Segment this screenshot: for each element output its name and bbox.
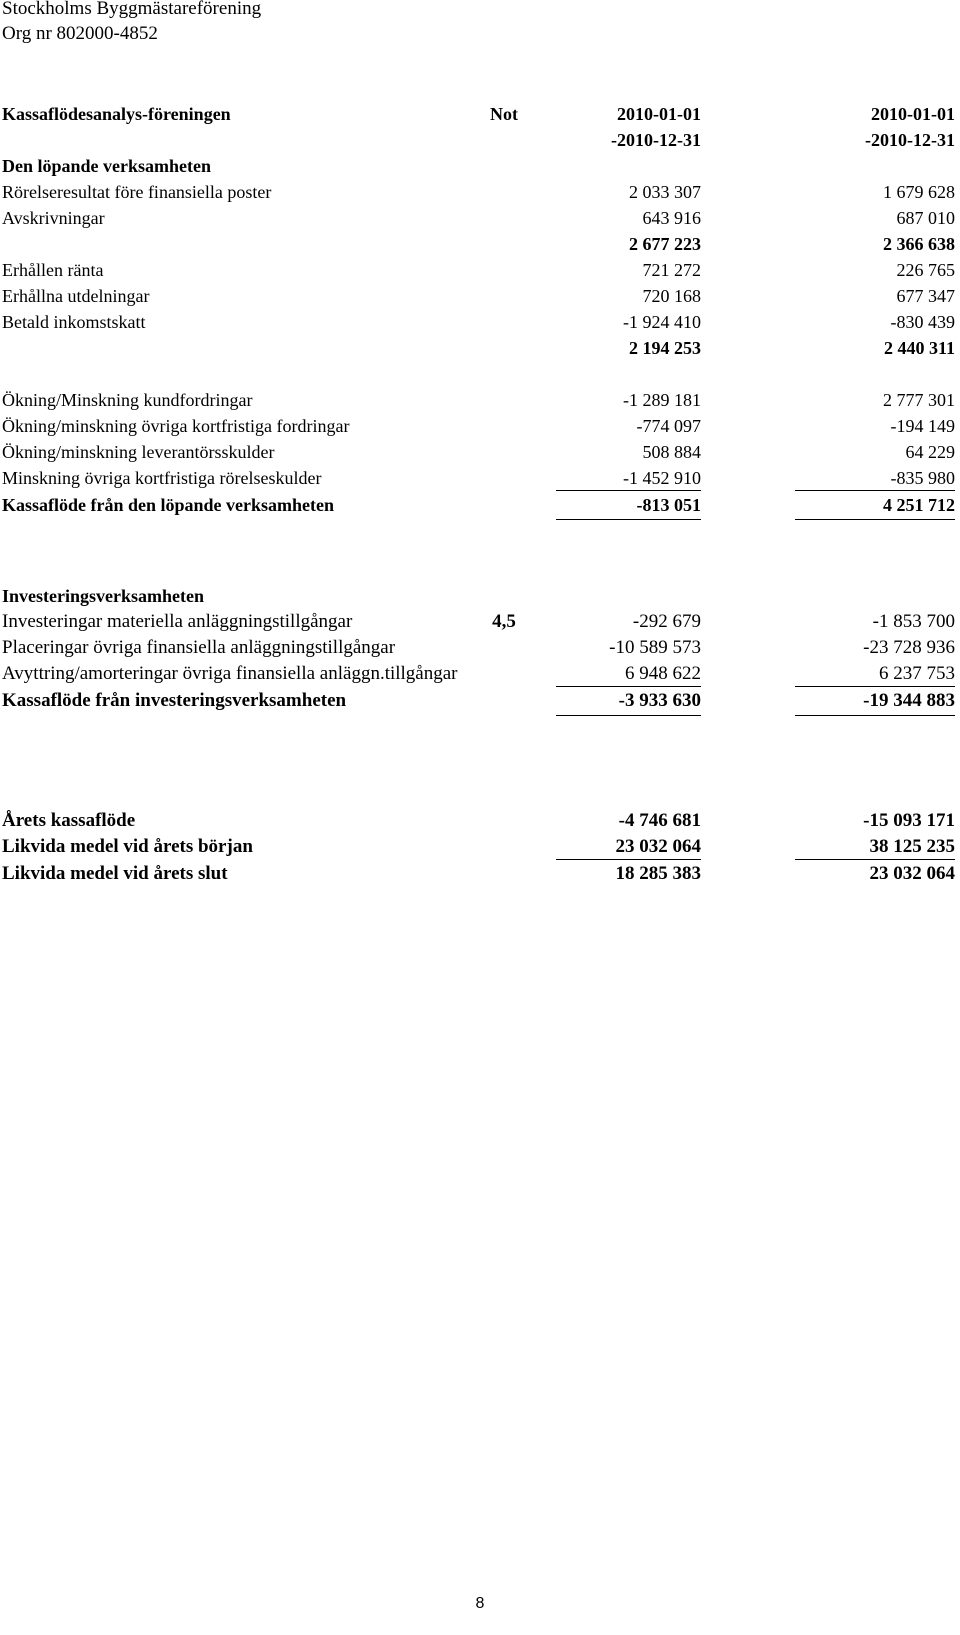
row-value-current: 2 677 223 (629, 234, 701, 254)
row-value-current: -1 924 410 (623, 312, 701, 332)
underline-rule (556, 686, 701, 687)
period-prior-header-end: -2010-12-31 (865, 130, 955, 150)
period-prior-header-start: 2010-01-01 (871, 104, 955, 124)
row-value-current: 23 032 064 (615, 836, 701, 857)
row-label: Erhållna utdelningar (2, 286, 150, 306)
row-value-prior: -1 853 700 (872, 611, 955, 632)
underline-rule (795, 859, 955, 860)
row-value-prior: -19 344 883 (863, 690, 955, 711)
row-label: Ökning/minskning övriga kortfristiga fordringar (2, 416, 350, 436)
row-label: Investeringsverksamheten (2, 586, 204, 606)
row-value-current: -813 051 (636, 495, 701, 515)
row-value-prior: 38 125 235 (869, 836, 955, 857)
page-number: 8 (475, 1595, 485, 1612)
table-row (0, 309, 960, 335)
row-value-current: -3 933 630 (618, 690, 701, 711)
organization-number: Org nr 802000-4852 (2, 23, 158, 44)
row-value-current: -1 289 181 (623, 390, 701, 410)
row-value-prior: -23 728 936 (863, 637, 955, 658)
row-value-current: -4 746 681 (618, 810, 701, 831)
row-label: Den löpande verksamheten (2, 156, 212, 176)
row-label: Kassaflöde från den löpande verksamheten (2, 495, 335, 515)
row-label: Kassaflöde från investeringsverksamheten (2, 690, 347, 711)
subtotal-row (0, 335, 960, 361)
row-value-prior: -835 980 (890, 468, 955, 488)
row-value-prior: 6 237 753 (879, 663, 955, 684)
row-value-prior: -194 149 (890, 416, 955, 436)
row-value-current: 6 948 622 (625, 663, 701, 684)
table-row (0, 387, 960, 413)
row-label: Erhållen ränta (2, 260, 104, 280)
underline-rule (556, 519, 701, 520)
table-row (0, 661, 960, 687)
row-value-current: 2 194 253 (629, 338, 701, 358)
table-row (0, 465, 960, 491)
row-value-current: -774 097 (636, 416, 701, 436)
row-value-prior: 2 366 638 (883, 234, 955, 254)
organization-name: Stockholms Byggmästareförening (2, 0, 262, 19)
row-value-prior: 4 251 712 (883, 495, 955, 515)
table-title: Kassaflödesanalys-föreningen (2, 104, 231, 124)
row-label: Likvida medel vid årets början (2, 836, 253, 857)
total-row-closing-cash (0, 861, 960, 887)
total-row-investing (0, 688, 960, 714)
section-heading-operating (0, 153, 960, 179)
note-column-header: Not (490, 104, 518, 124)
row-label: Betald inkomstskatt (2, 312, 146, 332)
row-label: Minskning övriga kortfristiga rörelseskulder (2, 468, 322, 488)
section-heading-investing (0, 583, 960, 609)
underline-rule (795, 490, 955, 491)
row-value-current: -1 452 910 (623, 468, 701, 488)
row-value-current: -292 679 (632, 611, 701, 632)
underline-rule (795, 715, 955, 716)
row-note: 4,5 (492, 611, 516, 632)
table-row (0, 413, 960, 439)
row-value-prior: 687 010 (896, 208, 955, 228)
total-row-opening-cash (0, 834, 960, 860)
row-value-current: 643 916 (642, 208, 701, 228)
row-value-prior: -15 093 171 (863, 810, 955, 831)
table-row (0, 179, 960, 205)
row-value-current: 720 168 (642, 286, 701, 306)
row-label: Avyttring/amorteringar övriga finansiella anläggn.tillgångar (2, 663, 458, 684)
row-value-prior: 1 679 628 (883, 182, 955, 202)
row-label: Likvida medel vid årets slut (2, 863, 228, 884)
row-value-current: -10 589 573 (609, 637, 701, 658)
row-value-prior: 226 765 (896, 260, 955, 280)
row-value-prior: 64 229 (905, 442, 955, 462)
row-value-prior: 23 032 064 (869, 863, 955, 884)
row-value-current: 18 285 383 (615, 863, 701, 884)
row-value-prior: 2 440 311 (883, 338, 955, 358)
row-label: Rörelseresultat före finansiella poster (2, 182, 272, 202)
underline-rule (556, 859, 701, 860)
underline-rule (795, 686, 955, 687)
row-label: Årets kassaflöde (2, 810, 136, 831)
underline-rule (556, 715, 701, 716)
table-row (0, 205, 960, 231)
period-2010-header-start: 2010-01-01 (617, 104, 701, 124)
row-value-prior: 2 777 301 (883, 390, 955, 410)
table-row (0, 635, 960, 661)
table-row (0, 439, 960, 465)
period-2010-header-end: -2010-12-31 (611, 130, 701, 150)
row-value-current: 2 033 307 (629, 182, 701, 202)
table-row (0, 283, 960, 309)
row-label: Ökning/Minskning kundfordringar (2, 390, 253, 410)
row-value-current: 721 272 (642, 260, 701, 280)
table-row (0, 257, 960, 283)
table-row (0, 609, 960, 635)
subtotal-row (0, 231, 960, 257)
underline-rule (795, 519, 955, 520)
total-row-year-cashflow (0, 808, 960, 834)
row-value-current: 508 884 (642, 442, 701, 462)
row-label: Ökning/minskning leverantörsskulder (2, 442, 275, 462)
row-value-prior: 677 347 (896, 286, 955, 306)
table-header-row-2 (0, 127, 960, 153)
total-row-operating (0, 492, 960, 518)
row-value-prior: -830 439 (890, 312, 955, 332)
underline-rule (556, 490, 701, 491)
row-label: Placeringar övriga finansiella anläggningstillgångar (2, 637, 396, 658)
row-label: Investeringar materiella anläggningstillgångar (2, 611, 353, 632)
table-header-row (0, 101, 960, 127)
row-label: Avskrivningar (2, 208, 105, 228)
